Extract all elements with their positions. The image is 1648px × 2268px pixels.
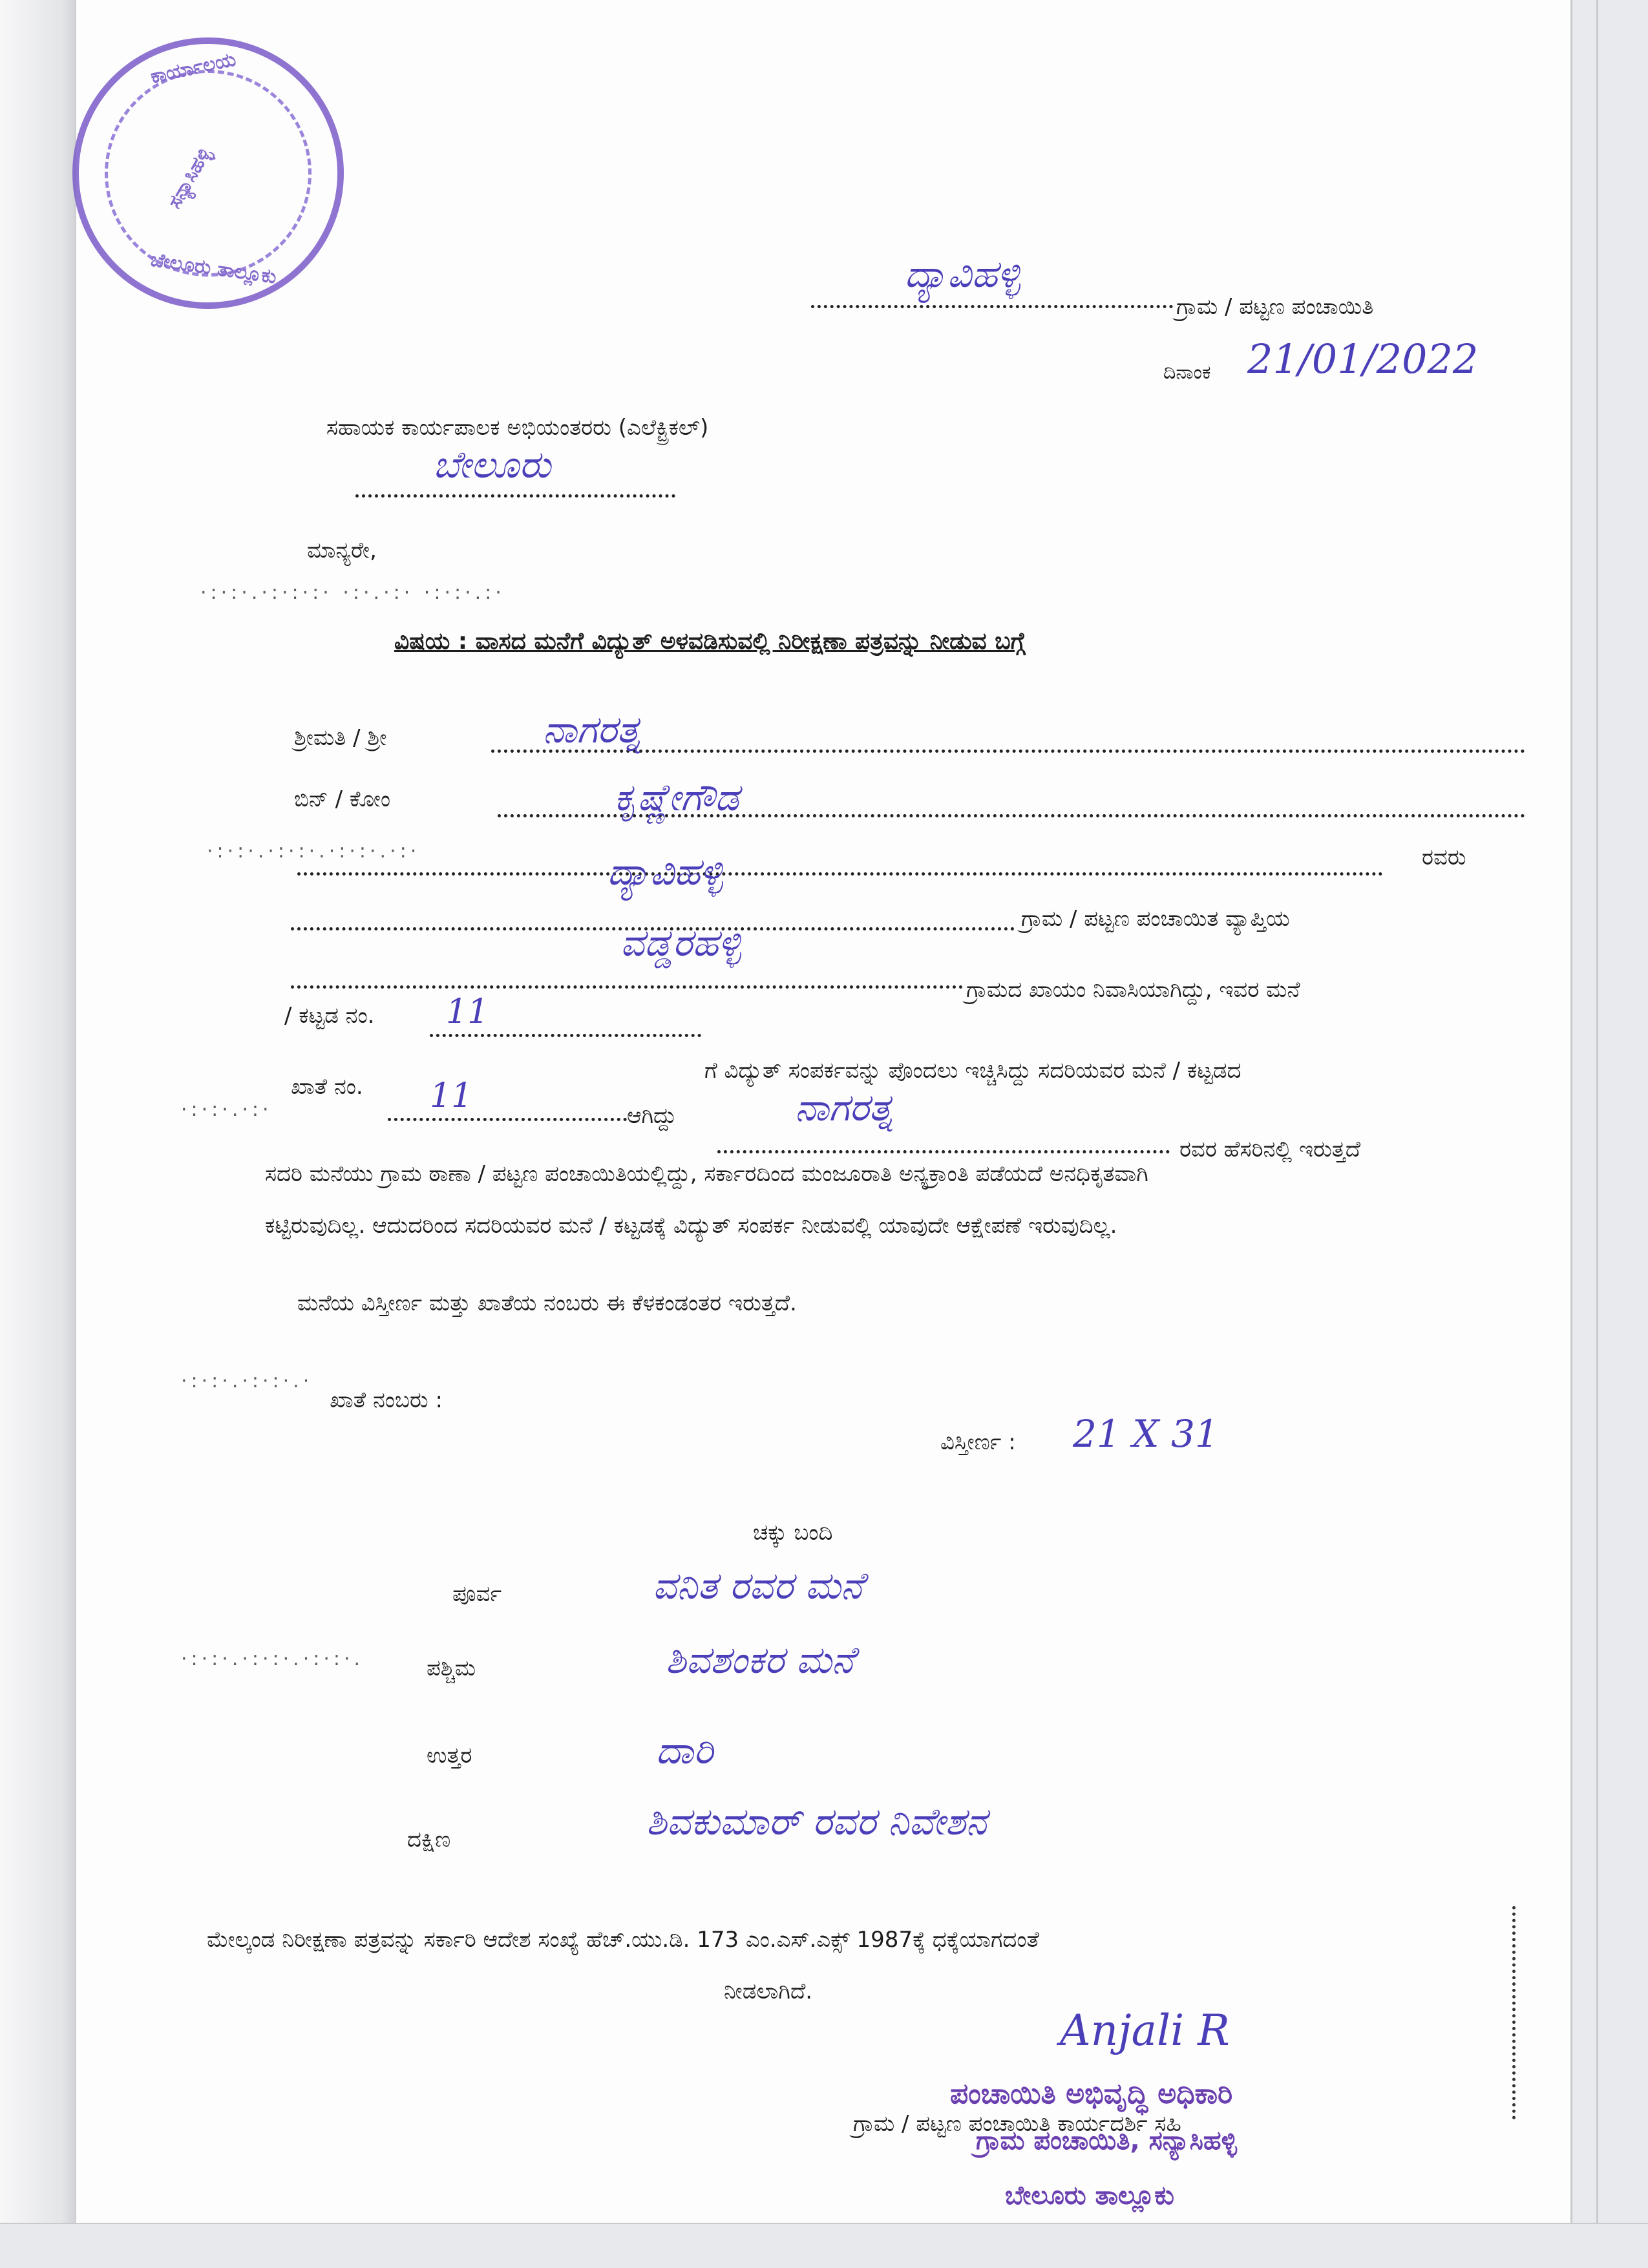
west-value: ಶಿವಶಂಕರ ಮನೆ xyxy=(666,1638,854,1682)
area-value: 21 X 31 xyxy=(1073,1412,1219,1456)
applicant-name: ನಾಗರತ್ನ xyxy=(543,708,642,751)
jurisdiction-text: ಗ್ರಾಮ / ಪಟ್ಟಣ ಪಂಚಾಯಿತ ವ್ಯಾಪ್ತಿಯ xyxy=(1021,906,1290,932)
aagiddu-text: ಆಗಿದ್ದು xyxy=(627,1103,677,1129)
scan-noise: ·:·:·.·:·:·.·:·:·. xyxy=(181,1648,364,1670)
office-seal xyxy=(72,37,344,309)
relation-label: ಬಿನ್ / ಕೋಂ xyxy=(294,786,391,812)
sheet-edge-line xyxy=(1596,0,1598,2267)
addressee-place: ಬೇಲೂರು xyxy=(433,443,551,487)
scan-noise: ·:·:·.·:· xyxy=(181,1098,273,1121)
panchayat-secretary-label: ಗ್ರಾಮ / ಪಟ್ಟಣ ಪಂಚಾಯಿತಿ ಕಾರ್ಯದರ್ಶಿ ಸಹಿ xyxy=(853,2111,1181,2137)
panchayat-stamp: ಗ್ರಾಮ ಪಂಚಾಯಿತಿ, ಸನ್ಯಾಸಿಹಳ್ಳಿ xyxy=(976,2126,1237,2156)
south-value: ಶಿವಕುಮಾರ್ ರವರ ನಿವೇಶನ xyxy=(646,1800,987,1843)
addressee-dotted-line xyxy=(355,494,675,498)
building-no-line xyxy=(430,1034,701,1037)
north-label: ಉತ್ತರ xyxy=(427,1743,472,1769)
owner-name: ನಾಗರತ್ನ xyxy=(795,1086,894,1129)
panchayat-label: ಗ್ರಾಮ / ಪಟ್ಟಣ ಪಂಚಾಯಿತಿ xyxy=(1176,294,1374,320)
south-label: ದಕ್ಷಿಣ xyxy=(407,1827,451,1853)
date-label: ದಿನಾಂಕ xyxy=(1163,361,1211,384)
resident-text: ಗ್ರಾಮದ ಖಾಯಂ ನಿವಾಸಿಯಾಗಿದ್ದು, ಇವರ ಮನೆ xyxy=(966,977,1300,1003)
building-no-label: / ಕಟ್ಟಡ ನಂ. xyxy=(284,1003,375,1029)
area-label: ವಿಸ್ತೀರ್ಣ : xyxy=(940,1429,1016,1455)
order-line: ಮೇಲ್ಕಂಡ ನಿರೀಕ್ಷಣಾ ಪತ್ರವನ್ನು ಸರ್ಕಾರಿ ಆದೇಶ ಸಂಖ್ಯೆ ಹೆಚ್.ಯು.ಡಿ. 173 ಎಂ.ಎಸ್.ಎಕ್ಸ್ 1987ಕ್ಕೆ ಧಕ್ಕೆಯಾಗದಂತೆ xyxy=(207,1927,1039,1953)
seal-inner-ring xyxy=(105,70,312,277)
khata-line xyxy=(388,1118,627,1121)
owner-line xyxy=(717,1150,1170,1153)
east-value: ವನಿತ ರವರ ಮನೆ xyxy=(653,1564,863,1608)
village-name-2: ದ್ಯಾವಿಹಳ್ಳಿ xyxy=(607,850,723,894)
addressee: ಸಹಾಯಕ ಕಾರ್ಯಪಾಲಕ ಅಭಿಯಂತರರು (ಎಲೆಕ್ಟ್ರಿಕಲ್) xyxy=(326,415,709,441)
issued-text: ನೀಡಲಾಗಿದೆ. xyxy=(724,1979,813,2004)
name-label: ಶ್ರೀಮತಿ / ಶ್ರೀ xyxy=(294,725,387,751)
scanner-left-margin xyxy=(0,0,78,2267)
scanner-right-margin xyxy=(1570,0,1648,2267)
scan-noise: ·:·:·.·:·:·.·:·:·.·:· xyxy=(207,840,421,863)
date-value: 21/01/2022 xyxy=(1247,335,1479,383)
khata-value: 11 xyxy=(430,1076,473,1115)
seal-top-text: ಕಾರ್ಯಾಲಯ xyxy=(148,48,238,89)
stamp-border xyxy=(1512,1906,1519,2119)
body-line-2: ಕಟ್ಟಿರುವುದಿಲ್ಲ. ಆದುದರಿಂದ ಸದರಿಯವರ ಮನೆ / ಕಟ್ಟಡಕ್ಕೆ ವಿದ್ಯುತ್ ಸಂಪರ್ಕ ನೀಡುವಲ್ಲಿ ಯಾವುದೇ ಆಕ್ಷೇಪಣೆ ಇರುವುದಿಲ್ಲ. xyxy=(265,1213,1117,1239)
address-dotted-line xyxy=(297,872,1383,876)
seal-center-text: ಸನ್ಯಾಸಿಹಳ್ಳಿ xyxy=(163,143,216,213)
seal-bottom-text: ಬೇಲೂರು ತಾಲ್ಲೂಕು xyxy=(149,248,278,289)
owner-suffix: ರವರ ಹೆಸರಿನಲ್ಲಿ ಇರುತ್ತದೆ xyxy=(1179,1137,1361,1162)
scan-noise: ·:·:·.·:·:·.· xyxy=(181,1370,313,1392)
salutation: ಮಾನ್ಯರೇ, xyxy=(307,538,377,563)
name-dotted-line xyxy=(491,750,1525,753)
east-label: ಪೂರ್ವ xyxy=(452,1581,502,1607)
village-name-handwritten: ದ್ಯಾವಿಹಳ್ಳಿ xyxy=(905,252,1020,296)
resident-village: ವಡ್ಡರಹಳ್ಳಿ xyxy=(620,921,741,965)
taluk-stamp: ಬೇಲೂರು ತಾಲ್ಲೂಕು xyxy=(1005,2181,1174,2210)
subject-line: ವಿಷಯ : ವಾಸದ ಮನೆಗೆ ವಿದ್ಯುತ್ ಅಳವಡಿಸುವಲ್ಲಿ ನಿರೀಕ್ಷಣಾ ಪತ್ರವನ್ನು ನೀಡುವ ಬಗ್ಗೆ xyxy=(394,628,1026,655)
khata-numbers-label: ಖಾತೆ ನಂಬರು : xyxy=(330,1387,443,1413)
building-no-value: 11 xyxy=(446,992,489,1031)
officer-signature: Anjali R xyxy=(1060,2006,1230,2055)
ravaru-text: ರವರು xyxy=(1422,845,1466,870)
north-value: ದಾರಿ xyxy=(656,1728,713,1772)
body-line-1: ಸದರಿ ಮನೆಯು ಗ್ರಾಮ ಠಾಣಾ / ಪಟ್ಟಣ ಪಂಚಾಯಿತಿಯಲ್ಲಿದ್ದು, ಸರ್ಕಾರದಿಂದ ಮಂಜೂರಾತಿ ಅನ್ಯಕ್ರಾಂತಿ ಪಡೆಯದೆ ಅನಧಿಕೃತವಾಗಿ xyxy=(265,1161,1148,1187)
boundaries-heading: ಚಕ್ಕು ಬಂದಿ xyxy=(753,1520,833,1546)
khata-label: ಖಾತೆ ನಂ. xyxy=(291,1074,363,1100)
west-label: ಪಶ್ಚಿಮ xyxy=(427,1655,476,1681)
village-dotted-line xyxy=(811,305,1173,308)
sheet-edge-line xyxy=(1570,0,1572,2267)
scan-noise: ·:·:·.·:·:·:· ·:·.·:· ·:·:·.:· xyxy=(200,582,505,604)
relation-name: ಕೃಷ್ಣೇಗೌಡ xyxy=(614,775,739,819)
body-line-3: ಮನೆಯ ವಿಸ್ತೀರ್ಣ ಮತ್ತು ಖಾತೆಯ ನಂಬರು ಈ ಕೆಳಕಂಡಂತರ ಇರುತ್ತದೆ. xyxy=(297,1290,797,1316)
resident-village-line xyxy=(291,985,963,989)
connection-text: ಗೆ ವಿದ್ಯುತ್ ಸಂಪರ್ಕವನ್ನು ಪೊಂದಲು ಇಚ್ಚಿಸಿದ್ದು ಸದರಿಯವರ ಮನೆ / ಕಟ್ಟಡದ xyxy=(704,1058,1241,1084)
officer-stamp: ಪಂಚಾಯಿತಿ ಅಭಿವೃದ್ಧಿ ಅಧಿಕಾರಿ xyxy=(950,2077,1233,2110)
underlying-page xyxy=(0,2223,1648,2268)
